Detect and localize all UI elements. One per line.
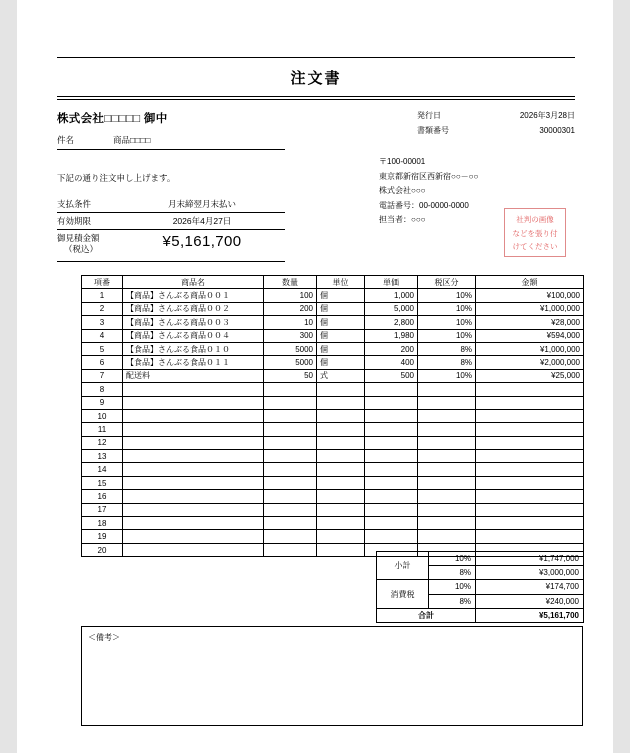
item-qty <box>264 476 317 489</box>
grand-total-label: 合計 <box>377 608 476 622</box>
item-tax: 10% <box>418 369 476 382</box>
item-unit: 個 <box>317 329 365 342</box>
item-amount <box>476 490 584 503</box>
item-amount: ¥100,000 <box>476 289 584 302</box>
item-amount: ¥25,000 <box>476 369 584 382</box>
item-no: 14 <box>82 463 123 476</box>
item-qty: 50 <box>264 369 317 382</box>
item-price: 2,800 <box>365 316 418 329</box>
item-unit <box>317 490 365 503</box>
item-qty: 300 <box>264 329 317 342</box>
seller-phone: 電話番号：00-0000-0000 <box>379 200 469 210</box>
lead-text: 下記の通り注文申し上げます。 <box>57 173 176 183</box>
title-block <box>57 57 575 100</box>
item-tax <box>418 383 476 396</box>
subject-row <box>57 134 285 150</box>
item-name: 【食品】さんぶる食品０１１ <box>123 356 264 369</box>
table-row[interactable] <box>82 396 584 409</box>
totals-table <box>376 551 584 623</box>
item-price <box>365 517 418 530</box>
item-unit <box>317 409 365 422</box>
item-unit <box>317 476 365 489</box>
item-name <box>123 383 264 396</box>
item-unit: 個 <box>317 356 365 369</box>
item-name <box>123 463 264 476</box>
item-price <box>365 409 418 422</box>
item-unit <box>317 543 365 556</box>
item-amount: ¥1,000,000 <box>476 302 584 315</box>
subtotal-value-10: ¥1,747,000 <box>476 552 584 566</box>
item-qty <box>264 530 317 543</box>
addressee: 株式会社□□□□□ 御中 <box>57 113 168 125</box>
item-amount: ¥28,000 <box>476 316 584 329</box>
item-unit <box>317 503 365 516</box>
expiry-label: 有効期限 <box>57 213 119 230</box>
item-no: 13 <box>82 450 123 463</box>
item-tax <box>418 436 476 449</box>
item-amount: ¥2,000,000 <box>476 356 584 369</box>
table-row[interactable] <box>82 289 584 302</box>
item-amount <box>476 423 584 436</box>
consumption-tax-label: 消費税 <box>377 580 429 608</box>
table-row[interactable] <box>82 490 584 503</box>
totals-row-tax-10 <box>377 580 584 594</box>
item-amount: ¥594,000 <box>476 329 584 342</box>
seller-postal-code: 〒100-00001 <box>379 157 426 166</box>
item-name <box>123 423 264 436</box>
seller-block <box>379 155 478 228</box>
item-amount <box>476 503 584 516</box>
item-qty <box>264 383 317 396</box>
item-price <box>365 436 418 449</box>
subtotal-label: 小計 <box>377 552 429 580</box>
item-price: 400 <box>365 356 418 369</box>
item-no: 10 <box>82 409 123 422</box>
col-header-amount: 金額 <box>476 276 584 289</box>
item-no: 12 <box>82 436 123 449</box>
item-unit: 個 <box>317 342 365 355</box>
col-header-qty: 数量 <box>264 276 317 289</box>
issue-date-label: 発行日 <box>417 111 441 120</box>
title-rule-bottom <box>57 96 575 100</box>
item-name <box>123 450 264 463</box>
payment-condition-label: 支払条件 <box>57 196 119 213</box>
item-name <box>123 409 264 422</box>
terms-table <box>57 196 285 262</box>
table-row[interactable] <box>82 409 584 422</box>
seller-contact-person: 担当者：○○○ <box>379 215 426 224</box>
item-price <box>365 490 418 503</box>
item-qty <box>264 450 317 463</box>
item-no: 19 <box>82 530 123 543</box>
item-price: 5,000 <box>365 302 418 315</box>
seal-hint-line-1: 社判の画像 <box>516 215 554 224</box>
item-no: 6 <box>82 356 123 369</box>
seller-address: 東京都新宿区西新宿○○－○○ <box>379 171 479 181</box>
table-row[interactable] <box>82 316 584 329</box>
item-name: 【商品】さんぶる商品００４ <box>123 329 264 342</box>
item-tax: 10% <box>418 289 476 302</box>
terms-row-expiry <box>57 213 285 230</box>
item-unit <box>317 530 365 543</box>
item-no: 15 <box>82 476 123 489</box>
item-price <box>365 476 418 489</box>
estimate-amount-value: ¥5,161,700 <box>119 230 285 262</box>
table-row[interactable] <box>82 369 584 382</box>
meta-block <box>417 108 575 138</box>
item-tax: 8% <box>418 356 476 369</box>
meta-row-doc-no <box>417 123 575 138</box>
item-name <box>123 490 264 503</box>
meta-row-issue-date <box>417 108 575 123</box>
item-unit <box>317 396 365 409</box>
item-price <box>365 423 418 436</box>
table-row[interactable] <box>82 302 584 315</box>
table-row[interactable] <box>82 530 584 543</box>
item-qty <box>264 463 317 476</box>
terms-row-estimate <box>57 230 285 262</box>
company-seal-placeholder <box>504 208 566 257</box>
seal-hint-line-3: けてください <box>512 242 558 251</box>
items-table <box>81 275 584 557</box>
item-price <box>365 383 418 396</box>
expiry-value: 2026年4月27日 <box>119 213 285 230</box>
item-no: 9 <box>82 396 123 409</box>
item-name: 【商品】さんぶる商品００２ <box>123 302 264 315</box>
remarks-box[interactable] <box>81 626 583 726</box>
item-qty: 200 <box>264 302 317 315</box>
item-amount <box>476 436 584 449</box>
item-no: 7 <box>82 369 123 382</box>
item-price: 1,980 <box>365 329 418 342</box>
table-row[interactable] <box>82 517 584 530</box>
item-amount: ¥1,000,000 <box>476 342 584 355</box>
item-name: 【食品】さんぶる食品０１０ <box>123 342 264 355</box>
item-price <box>365 530 418 543</box>
subtotal-rate-10: 10% <box>429 552 476 566</box>
table-row[interactable] <box>82 436 584 449</box>
item-unit <box>317 463 365 476</box>
item-no: 16 <box>82 490 123 503</box>
table-row[interactable] <box>82 476 584 489</box>
item-qty <box>264 423 317 436</box>
item-tax <box>418 423 476 436</box>
item-name <box>123 503 264 516</box>
col-header-unit: 単位 <box>317 276 365 289</box>
estimate-label-sub: （税込） <box>64 244 99 255</box>
item-qty <box>264 503 317 516</box>
item-name <box>123 543 264 556</box>
item-tax <box>418 409 476 422</box>
item-unit <box>317 450 365 463</box>
item-unit <box>317 517 365 530</box>
estimate-label-main: 御見積金額 <box>57 233 100 243</box>
col-header-name: 商品名 <box>123 276 264 289</box>
item-tax: 10% <box>418 302 476 315</box>
payment-condition-value: 月末締翌月末払い <box>119 196 285 213</box>
seal-hint-line-2: などを張り付 <box>512 228 558 238</box>
item-tax: 10% <box>418 329 476 342</box>
item-no: 5 <box>82 342 123 355</box>
item-tax <box>418 463 476 476</box>
item-price <box>365 450 418 463</box>
grand-total-value: ¥5,161,700 <box>476 608 584 622</box>
table-row[interactable] <box>82 423 584 436</box>
subject-label: 件名 <box>57 135 75 145</box>
item-price: 200 <box>365 342 418 355</box>
item-price <box>365 463 418 476</box>
item-tax <box>418 517 476 530</box>
item-amount <box>476 517 584 530</box>
terms-row-payment <box>57 196 285 213</box>
item-qty <box>264 409 317 422</box>
item-qty: 10 <box>264 316 317 329</box>
tax-value-10: ¥174,700 <box>476 580 584 594</box>
item-amount <box>476 463 584 476</box>
item-tax <box>418 396 476 409</box>
document-number-label: 書類番号 <box>417 126 449 135</box>
document-page <box>17 0 613 753</box>
item-price: 500 <box>365 369 418 382</box>
items-table-body <box>82 289 584 557</box>
item-no: 2 <box>82 302 123 315</box>
item-qty: 5000 <box>264 356 317 369</box>
item-qty <box>264 396 317 409</box>
subject-value: 商品□□□□ <box>113 135 151 145</box>
item-amount <box>476 396 584 409</box>
subtotal-value-8: ¥3,000,000 <box>476 566 584 580</box>
item-no: 3 <box>82 316 123 329</box>
item-amount <box>476 530 584 543</box>
table-row[interactable] <box>82 450 584 463</box>
item-no: 18 <box>82 517 123 530</box>
item-price: 1,000 <box>365 289 418 302</box>
items-table-header <box>82 276 584 289</box>
item-unit <box>317 423 365 436</box>
item-no: 11 <box>82 423 123 436</box>
item-unit: 個 <box>317 302 365 315</box>
table-row[interactable] <box>82 329 584 342</box>
item-name <box>123 436 264 449</box>
item-name: 【商品】さんぶる商品００１ <box>123 289 264 302</box>
totals-row-grand <box>377 608 584 622</box>
item-tax <box>418 476 476 489</box>
tax-rate-10: 10% <box>429 580 476 594</box>
item-price <box>365 503 418 516</box>
item-no: 4 <box>82 329 123 342</box>
item-no: 1 <box>82 289 123 302</box>
table-row[interactable] <box>82 383 584 396</box>
item-amount <box>476 450 584 463</box>
table-row[interactable] <box>82 503 584 516</box>
item-tax <box>418 450 476 463</box>
item-name <box>123 396 264 409</box>
item-amount <box>476 383 584 396</box>
item-unit <box>317 436 365 449</box>
item-tax <box>418 490 476 503</box>
item-amount <box>476 476 584 489</box>
totals-row-subtotal-10 <box>377 552 584 566</box>
item-unit: 式 <box>317 369 365 382</box>
col-header-price: 単価 <box>365 276 418 289</box>
item-name: 配送料 <box>123 369 264 382</box>
table-row[interactable] <box>82 342 584 355</box>
item-qty <box>264 517 317 530</box>
item-tax <box>418 530 476 543</box>
subtotal-rate-8: 8% <box>429 566 476 580</box>
table-row[interactable] <box>82 463 584 476</box>
document-number-value: 30000301 <box>539 126 575 135</box>
item-price <box>365 396 418 409</box>
item-qty <box>264 543 317 556</box>
item-unit <box>317 383 365 396</box>
page-title: 注文書 <box>290 70 342 87</box>
item-no: 20 <box>82 543 123 556</box>
items-header-row <box>82 276 584 289</box>
item-name <box>123 530 264 543</box>
seller-company-name: 株式会社○○○ <box>379 186 426 195</box>
item-name <box>123 517 264 530</box>
item-qty: 100 <box>264 289 317 302</box>
item-amount <box>476 409 584 422</box>
item-tax <box>418 503 476 516</box>
item-name: 【商品】さんぶる商品００３ <box>123 316 264 329</box>
issue-date-value: 2026年3月28日 <box>519 111 575 120</box>
item-qty <box>264 490 317 503</box>
tax-rate-8: 8% <box>429 594 476 608</box>
item-no: 8 <box>82 383 123 396</box>
item-tax: 8% <box>418 342 476 355</box>
tax-value-8: ¥240,000 <box>476 594 584 608</box>
item-unit: 個 <box>317 289 365 302</box>
item-unit: 個 <box>317 316 365 329</box>
item-name <box>123 476 264 489</box>
col-header-tax: 税区分 <box>418 276 476 289</box>
item-qty: 5000 <box>264 342 317 355</box>
table-row[interactable] <box>82 356 584 369</box>
item-tax: 10% <box>418 316 476 329</box>
remarks-label: ＜備考＞ <box>88 633 120 642</box>
item-qty <box>264 436 317 449</box>
col-header-no: 項番 <box>82 276 123 289</box>
item-no: 17 <box>82 503 123 516</box>
estimate-amount-label <box>57 230 119 262</box>
